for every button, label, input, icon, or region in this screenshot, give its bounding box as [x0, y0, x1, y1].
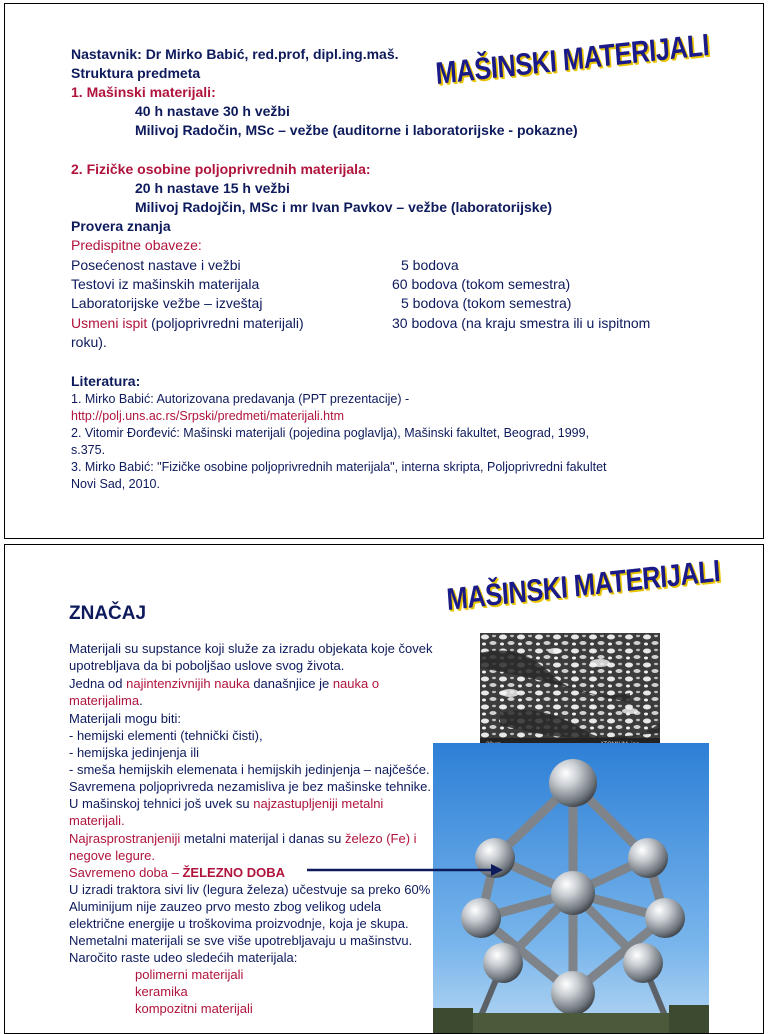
para-fragment-red: železo (Fe) i — [345, 831, 417, 846]
para-fragment: Jedna od — [69, 676, 127, 691]
para-fragment-red: materijalima — [69, 693, 140, 708]
para-line — [69, 830, 417, 847]
lecturer-line: Nastavnik: Dr Mirko Babić, red.prof, dipl.ing.maš. — [71, 46, 399, 62]
row-value: 5 bodova (tokom semestra) — [401, 295, 572, 311]
list-item: polimerni materijali — [135, 967, 244, 982]
para-line: Aluminijum nije zauzeo prvo mesto zbog velikog udela — [69, 899, 382, 914]
lit-item-1-link[interactable]: http://polj.uns.ac.rs/Srpski/predmeti/materijali.htm — [71, 409, 345, 423]
para-fragment: U mašinskoj tehnici još uvek su — [69, 796, 254, 811]
para-line: Naročito raste udeo sledećih materijala: — [69, 950, 298, 965]
section-2-staff: Milivoj Radojčin, MSc i mr Ivan Pavkov – vežbe (laboratorijske) — [135, 199, 553, 215]
usmeni-label — [71, 315, 304, 332]
structure-title: Struktura predmeta — [71, 65, 201, 81]
literatura-title: Literatura: — [71, 373, 141, 389]
course-logo-title: MAŠINSKI MATERIJALI — [434, 26, 711, 92]
para-fragment: . — [139, 693, 143, 708]
para-fragment-red: nauka o — [332, 676, 380, 691]
section-1-staff: Milivoj Radočin, MSc – vežbe (auditorne i laboratorijske - pokazne) — [135, 122, 578, 138]
para-line: U izradi traktora sivi liv (legura železa) učestvuje sa preko 60% — [69, 882, 431, 897]
lit-item-3-cont: Novi Sad, 2010. — [71, 477, 160, 491]
usmeni-red: Usmeni ispit — [71, 315, 148, 331]
section-2-title: 2. Fizičke osobine poljoprivrednih materijala: — [71, 161, 371, 177]
lit-item-1: 1. Mirko Babić: Autorizovana predavanja (PPT prezentacije) - — [71, 392, 410, 406]
para-fragment-red: najzastupljeniji metalni — [253, 796, 384, 811]
para-fragment-red: Savremeno doba – — [69, 865, 183, 880]
slide-heading: ZNAČAJ — [69, 603, 147, 624]
para-line: - hemijska jedinjenja ili — [69, 745, 200, 760]
slide-2 — [4, 544, 764, 1034]
section-2-hours: 20 h nastave 15 h vežbi — [135, 180, 290, 196]
lit-item-3: 3. Mirko Babić: "Fizičke osobine poljoprivrednih materijala", interna skripta, Poljoprivredni fakultet — [71, 460, 607, 474]
microstructure-image — [480, 633, 660, 748]
row-label: Testovi iz mašinskih materijala — [71, 276, 260, 292]
era-line — [69, 864, 285, 881]
para-line — [69, 795, 383, 812]
pointer-arrow — [305, 863, 505, 877]
predispitne-label: Predispitne obaveze: — [71, 237, 202, 253]
para-line — [69, 692, 143, 709]
para-line: električne energije u troškovima proizvodnje, koja je skupa. — [69, 916, 409, 931]
row-value: 60 bodova (tokom semestra) — [392, 276, 571, 292]
usmeni-cont: roku). — [71, 334, 107, 350]
list-item: keramika — [135, 984, 188, 999]
para-line: Nemetalni materijali se sve više upotrebljavaju u mašinstvu. — [69, 933, 413, 948]
para-line: upotrebljava da bi poboljšao uslove svog života. — [69, 658, 345, 673]
lit-item-2-cont: s.375. — [71, 443, 106, 457]
para-line: Materijali su supstance koji služe za izradu objekata koje čovek — [69, 641, 433, 656]
para-line: materijali. — [69, 813, 125, 828]
section-1-hours: 40 h nastave 30 h vežbi — [135, 103, 290, 119]
usmeni-rest: (poljoprivredni materijali) — [147, 315, 304, 331]
atomium-photo — [433, 743, 709, 1034]
para-line: Materijali mogu biti: — [69, 711, 181, 726]
row-label: Posećenost nastave i vežbi — [71, 257, 241, 273]
lit-item-2: 2. Vitomir Đorđević: Mašinski materijali (pojedina poglavlja), Mašinski fakultet, Beograd, 1999, — [71, 426, 590, 440]
row-label: Laboratorijske vežbe – izveštaj — [71, 295, 263, 311]
para-line: - smeša hemijskih elemenata i hemijskih jedinjenja – najčešće. — [69, 762, 430, 777]
section-1-title: 1. Mašinski materijali: — [71, 84, 216, 100]
para-line: negove legure. — [69, 848, 156, 863]
para-line — [69, 675, 379, 692]
provera-title: Provera znanja — [71, 218, 171, 234]
para-line: Savremena poljoprivreda nezamisliva je bez mašinske tehnike. — [69, 779, 432, 794]
para-fragment: današnjice je — [249, 676, 333, 691]
row-value: 5 bodova — [401, 257, 459, 273]
course-logo-title: MAŠINSKI MATERIJALI — [445, 552, 722, 618]
para-fragment-red: najintenzivnijih nauka — [126, 676, 250, 691]
slide-1 — [4, 3, 764, 539]
era-highlight: ŽELEZNO DOBA — [182, 865, 286, 880]
list-item: kompozitni materijali — [135, 1001, 253, 1016]
usmeni-value: 30 bodova (na kraju smestra ili u ispitnom — [392, 315, 651, 331]
para-fragment: metalni materijal i danas su — [180, 831, 346, 846]
para-fragment-red: Najrasprostranjeniji — [69, 831, 181, 846]
para-line: - hemijski elementi (tehnički čisti), — [69, 728, 263, 743]
